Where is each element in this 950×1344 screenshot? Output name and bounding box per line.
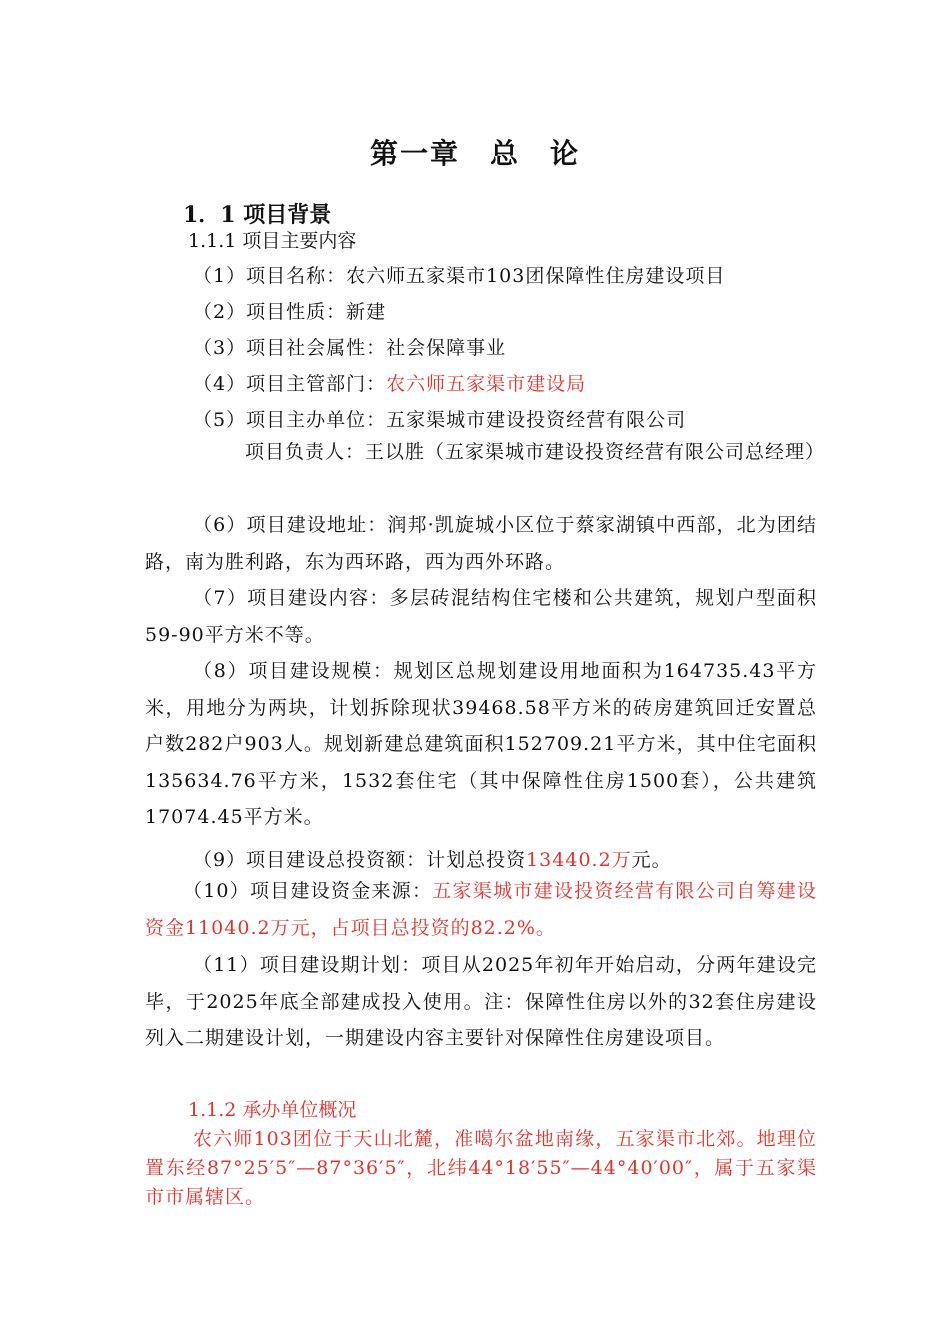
section-heading: 1．1 项目背景	[183, 202, 332, 228]
subsection-heading: 1.1.1 项目主要内容	[188, 230, 357, 252]
item-authority-label: （4）项目主管部门：	[193, 373, 387, 395]
item-site: （6）项目建设地址：润邦·凯旋城小区位于蔡家湖镇中西部，北为团结路，南为胜利路，东为西环路，西为西外环路。	[145, 514, 817, 573]
item-funding	[145, 873, 817, 946]
item-sponsor: （5）项目主办单位：五家渠城市建设投资经营有限公司	[193, 409, 687, 431]
item-project-nature: （2）项目性质：新建	[193, 301, 387, 323]
item-investment-tail: 元。	[631, 849, 672, 871]
item-investment-value: 13440.2万	[526, 849, 632, 871]
item-project-name: （1）项目名称：农六师五家渠市103团保障性住房建设项目	[193, 265, 726, 287]
item-social-attribute: （3）项目社会属性：社会保障事业	[193, 337, 507, 359]
item-person-in-charge: 项目负责人：王以胜（五家渠城市建设投资经营有限公司总经理）	[245, 441, 826, 463]
item-content: （7）项目建设内容：多层砖混结构住宅楼和公共建筑，规划户型面积59-90平方米不等。	[145, 587, 817, 646]
item-investment	[193, 845, 672, 872]
item-scale: （8）项目建设规模：规划区总规划建设用地面积为164735.43平方米，用地分为两块，计划拆除现状39468.58平方米的砖房建筑回迁安置总户数282户903人。规划新建总建筑面积152709.21平方米，其中住宅面积135634.76平方米，1532套住宅（其中保障性住房1500套），公共建筑17074.45平方米。	[145, 660, 817, 828]
unit-overview-paragraph: 农六师103团位于天山北麓，准噶尔盆地南缘，五家渠市北郊。地理位置东经87°25′5″—87°36′5″，北纬44°18′55″—44°40′00″，属于五家渠市市属辖区。	[145, 1128, 817, 1208]
item-funding-value: 五家渠城市建设投资经营有限公司自筹建设资金11040.2万元，占项目总投资的82.2%。	[145, 880, 817, 939]
chapter-title: 第一章 总 论	[369, 137, 580, 170]
subsection-heading-2: 1.1.2 承办单位概况	[188, 1099, 357, 1121]
item-authority-value: 农六师五家渠市建设局	[386, 373, 587, 395]
item-schedule: （11）项目建设期计划：项目从2025年初年开始启动，分两年建设完毕，于2025年底全部建成投入使用。注：保障性住房以外的32套住房建设列入二期建设计划，一期建设内容主要针对保障性住房建设项目。	[145, 954, 817, 1049]
item-authority	[193, 369, 586, 396]
item-investment-label: （9）项目建设总投资额：计划总投资	[193, 849, 527, 871]
item-funding-label: （10）项目建设资金来源：	[183, 880, 433, 902]
